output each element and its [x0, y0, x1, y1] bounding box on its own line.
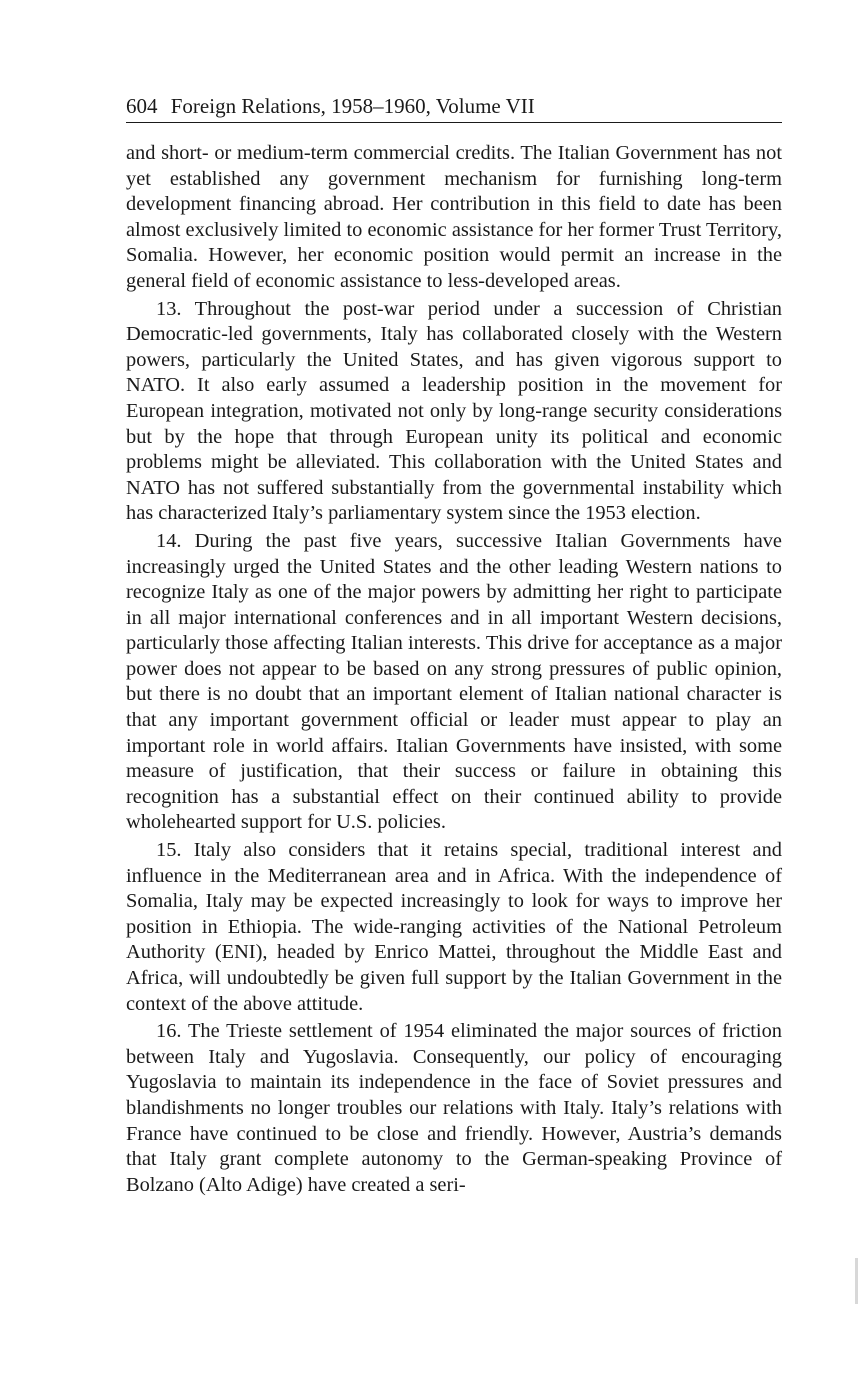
body-text: [126, 141, 782, 1198]
paragraph-16: 16. The Trieste settlement of 1954 eliminated the major sources of friction between Italy and Yugoslavia. Consequently, our policy of encouraging Yugoslavia to maintain its independence in the face of Soviet pressures and blandishments no longer troubles our relations with Italy. Italy’s relations with France have continued to be close and friendly. However, Austria’s demands that Italy grant complete autonomy to the German-speaking Province of Bolzano (Alto Adige) have created a seri-: [126, 1020, 782, 1196]
scan-edge-mark: [855, 1258, 858, 1304]
paragraph-15: 15. Italy also considers that it retains special, traditional interest and influence in the Mediterranean area and in Africa. With the independence of Somalia, Italy may be expected increasingly to look for ways to improve her position in Ethiopia. The wide-ranging activities of the National Petroleum Authority (ENI), headed by Enrico Mattei, throughout the Middle East and Africa, will undoubtedly be given full support by the Italian Government in the context of the above attitude.: [126, 839, 782, 1015]
paragraph-14: 14. During the past five years, successive Italian Governments have increasingly urged the United States and the other leading Western nations to recognize Italy as one of the major powers by admitting her right to participate in all major international conferences and in all important Western decisions, particularly those affecting Italian interests. This drive for acceptance as a major power does not appear to be based on any strong pressures of public opinion, but there is no doubt that an important element of Italian national character is that any important government official or leader must appear to play an important role in world affairs. Italian Governments have insisted, with some measure of justification, that their success or failure in obtaining this recognition has a substantial effect on their continued ability to provide wholehearted support for U.S. policies.: [126, 529, 782, 834]
running-head: [126, 92, 782, 123]
volume-title: Foreign Relations, 1958–1960, Volume VII: [170, 94, 535, 118]
page-number: 604: [126, 94, 158, 118]
paragraph-continuation: and short- or medium-term commercial credits. The Italian Government has not yet established any government mechanism for furnishing long-term development financing abroad. Her contribution in this field to date has been almost exclusively limited to economic assistance for her former Trust Territory, Somalia. However, her economic position would permit an increase in the general field of economic assistance to less-developed areas.: [126, 142, 782, 292]
paragraph-13: 13. Throughout the post-war period under a succession of Christian Democratic-led governments, Italy has collaborated closely with the Western powers, particularly the United States, and has given vigorous support to NATO. It also early assumed a leadership position in the movement for European integration, motivated not only by long-range security considerations but by the hope that through European unity its political and economic problems might be alleviated. This collaboration with the United States and NATO has not suffered substantially from the governmental instability which has characterized Italy’s parliamentary system since the 1953 election.: [126, 297, 782, 525]
document-page: [126, 92, 782, 1198]
